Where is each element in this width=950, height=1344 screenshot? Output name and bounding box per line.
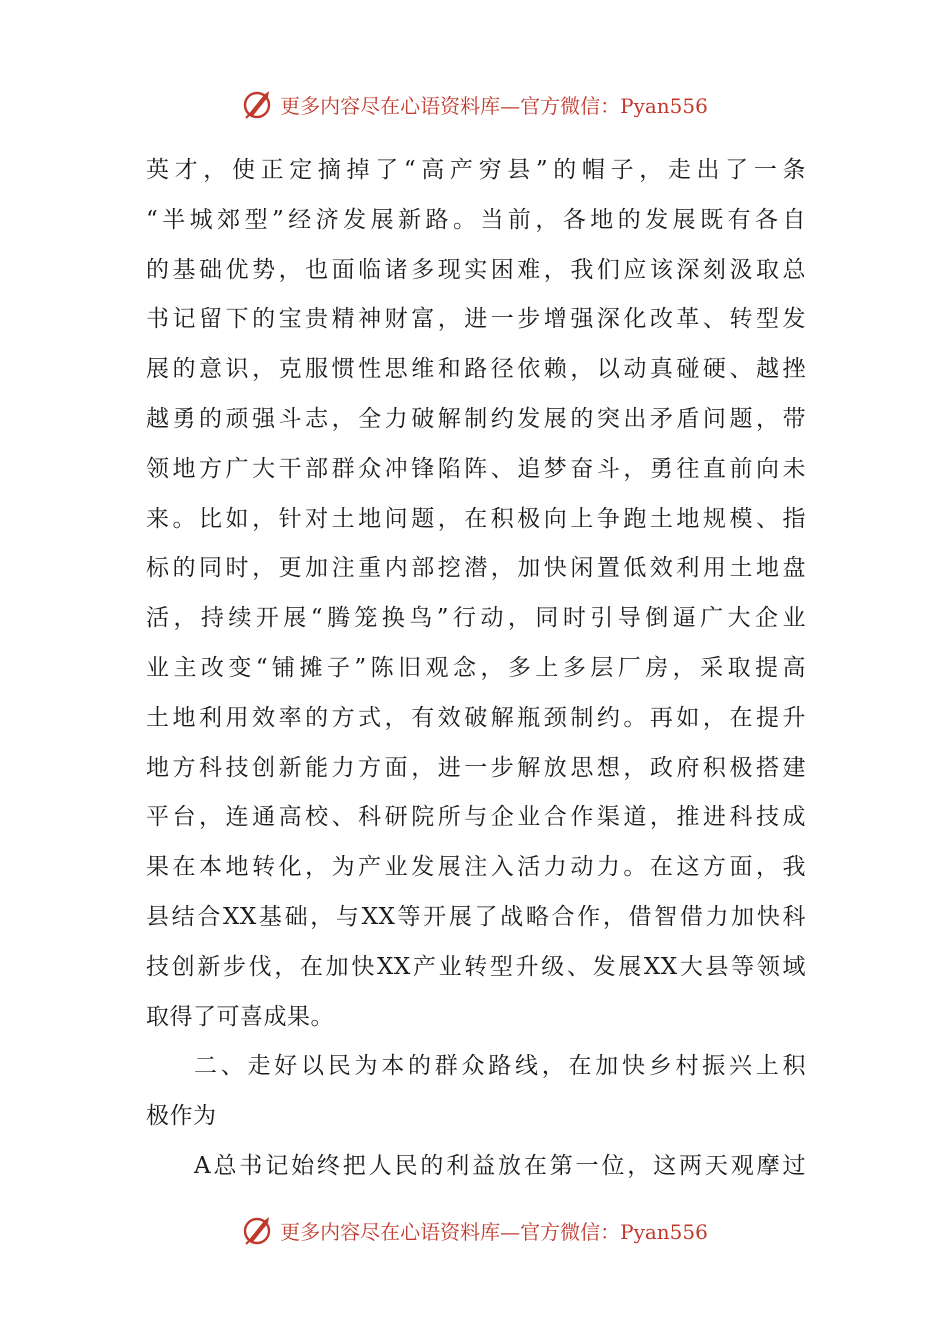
body-line: 书记留下的宝贵精神财富，进一步增强深化改革、转型发 [146,306,806,333]
body-line: 地方科技创新能力方面，进一步解放思想，政府积极搭建 [146,754,806,781]
body-line: 县结合XX基础，与XX等开展了战略合作，借智借力加快科 [146,903,806,930]
body-line: 的基础优势，也面临诸多现实困难，我们应该深刻汲取总 [146,256,806,283]
body-line: A总书记始终把人民的利益放在第一位，这两天观摩过 [194,1152,806,1179]
body-line: 越勇的顽强斗志，全力破解制约发展的突出矛盾问题，带 [146,405,806,432]
watermark-text: 更多内容尽在心语资料库—官方微信：Pyan556 [280,1219,708,1244]
pen-circle-logo-icon [242,1213,276,1247]
document-body [146,146,806,1192]
footer-watermark-banner [0,1208,950,1252]
body-line: 来。比如，针对土地问题，在积极向上争跑土地规模、指 [146,505,806,532]
watermark-text: 更多内容尽在心语资料库—官方微信：Pyan556 [280,93,708,118]
body-line: 英才，使正定摘掉了“高产穷县”的帽子，走出了一条 [146,157,806,183]
body-line: 果在本地转化，为产业发展注入活力动力。在这方面，我 [146,854,806,881]
body-line: 平台，连通高校、科研院所与企业合作渠道，推进科技成 [146,804,806,831]
body-line: 业主改变“铺摊子”陈旧观念，多上多层厂房，采取提高 [146,654,806,681]
body-line: 标的同时，更加注重内部挖潜，加快闲置低效利用土地盘 [146,555,806,582]
body-line: 展的意识，克服惯性思维和路径依赖，以动真碰硬、越挫 [146,356,806,383]
header-watermark-banner [0,82,950,126]
section-heading-line: 极作为 [146,1103,217,1130]
body-line: 领地方广大干部群众冲锋陷阵、追梦奋斗，勇往直前向未 [146,455,806,482]
pen-circle-logo-icon [242,87,276,121]
body-line: “半城郊型”经济发展新路。当前，各地的发展既有各自 [146,206,806,233]
section-heading-line: 二、走好以民为本的群众路线，在加快乡村振兴上积 [194,1053,806,1080]
body-line: 技创新步伐，在加快XX产业转型升级、发展XX大县等领域 [146,953,806,980]
body-line: 土地利用效率的方式，有效破解瓶颈制约。再如，在提升 [146,704,806,731]
body-line: 取得了可喜成果。 [146,1003,334,1030]
body-line: 活，持续开展“腾笼换鸟”行动，同时引导倒逼广大企业 [146,605,806,632]
